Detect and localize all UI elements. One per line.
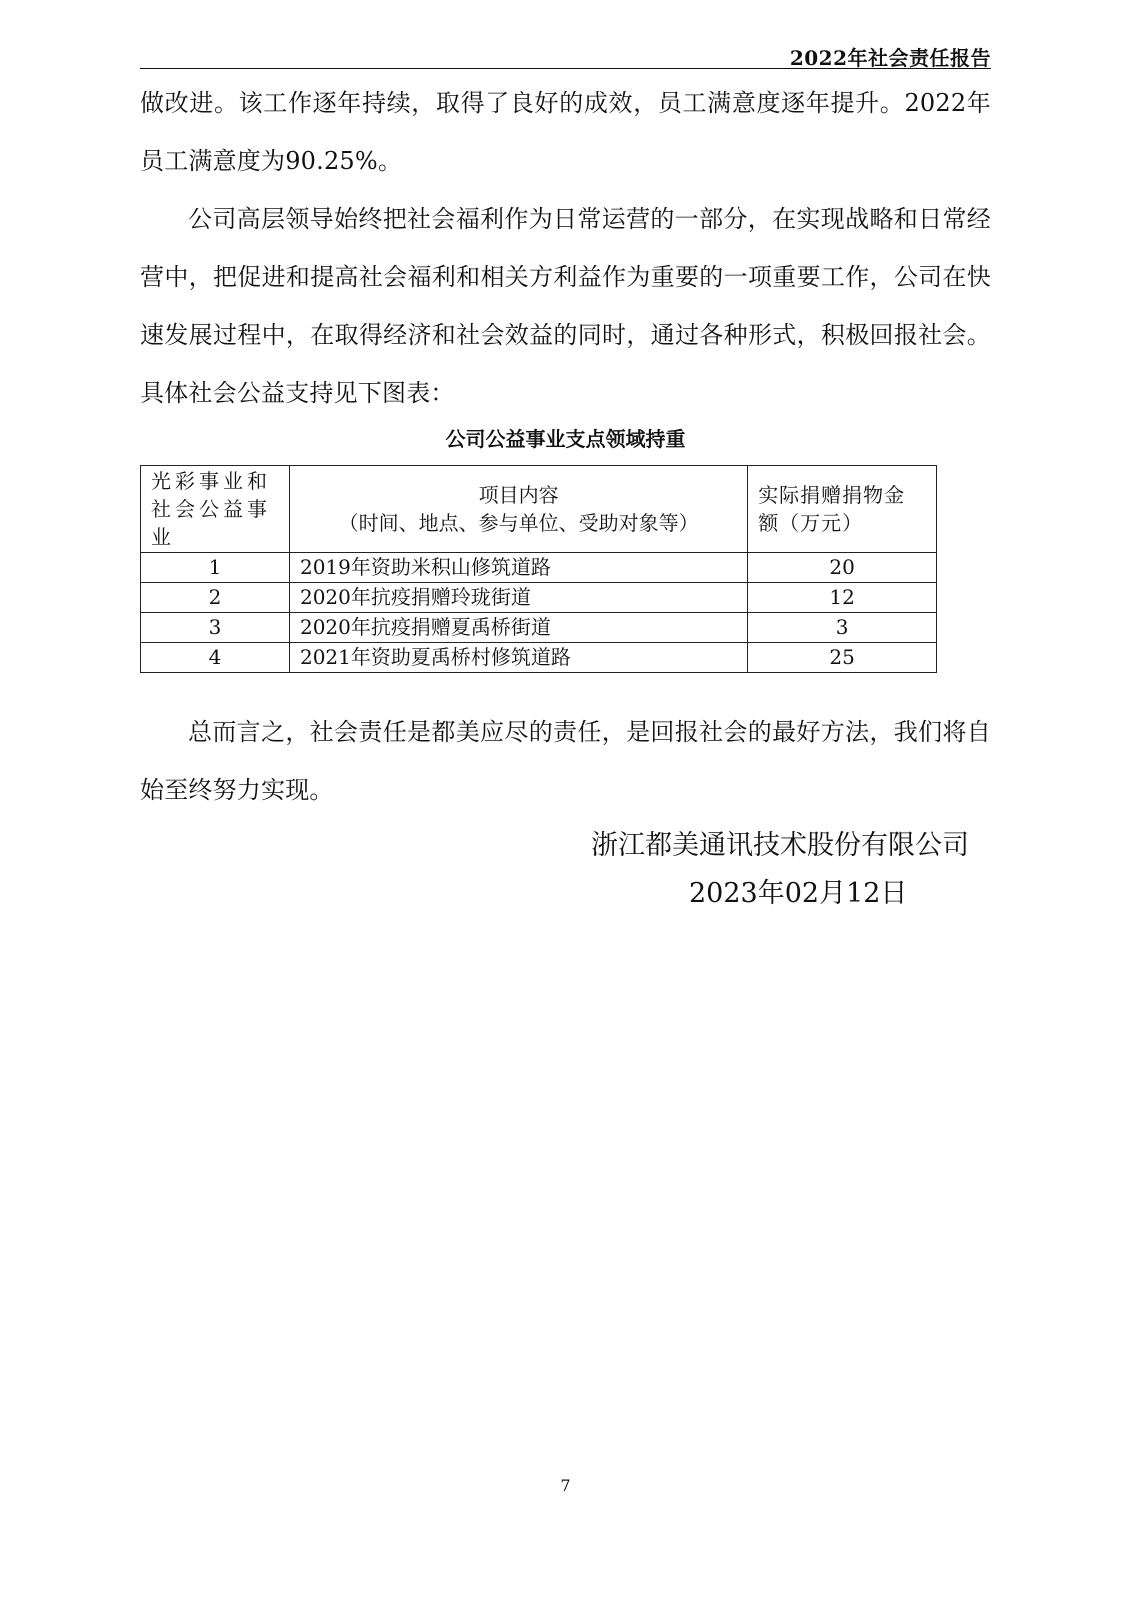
row-amount: 25 xyxy=(748,643,937,673)
header-project-content xyxy=(289,466,747,553)
table-row xyxy=(141,613,937,643)
table-row xyxy=(141,583,937,613)
paragraph-employee-satisfaction: 做改进。该工作逐年持续，取得了良好的成效，员工满意度逐年提升。2022年员工满意度为90.25%。 xyxy=(140,89,991,175)
row-amount: 3 xyxy=(748,613,937,643)
row-number: 2 xyxy=(141,583,290,613)
paragraph-conclusion: 总而言之，社会责任是都美应尽的责任，是回报社会的最好方法，我们将自始至终努力实现。 xyxy=(140,718,991,804)
row-project: 2020年抗疫捐赠夏禹桥街道 xyxy=(289,613,747,643)
row-project: 2020年抗疫捐赠玲珑街道 xyxy=(289,583,747,613)
signature-date: 2023年02月12日 xyxy=(689,878,908,909)
row-number: 1 xyxy=(141,553,290,583)
table-row xyxy=(141,553,937,583)
signature-block xyxy=(591,822,969,918)
header-project-content-title: 项目内容 xyxy=(478,483,559,507)
row-project: 2019年资助米积山修筑道路 xyxy=(289,553,747,583)
table-header-row xyxy=(141,466,937,553)
row-project: 2021年资助夏禹桥村修筑道路 xyxy=(289,643,747,673)
header-public-welfare: 光彩事业和社会公益事业 xyxy=(141,466,290,553)
row-number: 3 xyxy=(141,613,290,643)
header-donation-amount: 实际捐赠捐物金额（万元） xyxy=(748,466,937,553)
row-amount: 20 xyxy=(748,553,937,583)
signature-company: 浙江都美通讯技术股份有限公司 xyxy=(591,830,969,861)
page-number: 7 xyxy=(560,1476,571,1495)
header-divider xyxy=(140,68,991,69)
row-amount: 12 xyxy=(748,583,937,613)
header-project-content-detail: （时间、地点、参与单位、受助对象等） xyxy=(338,511,699,535)
donation-table xyxy=(140,465,937,673)
paragraph-social-welfare: 公司高层领导始终把社会福利作为日常运营的一部分，在实现战略和日常经营中，把促进和提高社会福利和相关方利益作为重要的一项重要工作，公司在快速发展过程中，在取得经济和社会效益的同时，通过各种形式，积极回报社会。具体社会公益支持见下图表： xyxy=(140,205,991,407)
table-row xyxy=(141,643,937,673)
table-caption: 公司公益事业支点领域持重 xyxy=(445,427,686,451)
report-header-title: 2022年社会责任报告 xyxy=(789,46,991,70)
row-number: 4 xyxy=(141,643,290,673)
